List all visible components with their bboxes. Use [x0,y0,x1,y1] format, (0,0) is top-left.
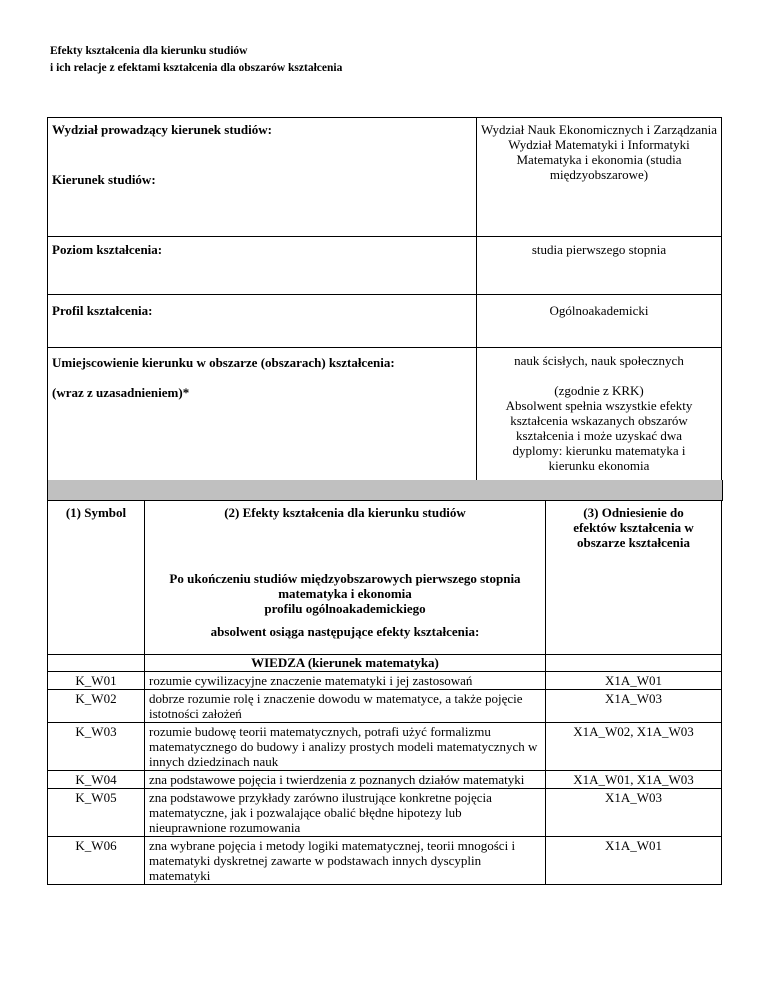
faculty-row [48,118,722,237]
section-row [48,655,722,672]
intro-line-2: matematyka i ekonomia [278,586,412,601]
area-labels-cell [48,348,477,483]
faculty-label: Wydział prowadzący kierunek studiów: [52,122,272,137]
faculty-value-1: Wydział Nauk Ekonomicznych i Zarządzania [481,122,717,137]
outcome-symbol: K_W06 [48,837,145,885]
outcome-description: rozumie budowę teorii matematycznych, potrafi użyć formalizmu matematycznego do budowy i analizy prostych modeli matematycznych w innych dziedzinach nauk [145,723,546,771]
table-row [48,789,722,837]
outcome-reference: X1A_W02, X1A_W03 [546,723,722,771]
area-values-cell [477,348,722,483]
section-symbol-cell [48,655,145,672]
level-value: studia pierwszego stopnia [477,237,722,295]
grey-separator-bar [47,480,723,501]
faculty-value-2: Wydział Matematyki i Informatyki [508,137,690,152]
outcome-symbol: K_W03 [48,723,145,771]
justification-value-2: Absolwent spełnia wszystkie efekty kształcenia wskazanych obszarów kształcenia i może uzyskać dwa dyplomy: kierunku matematyka i kierunku ekonomia [505,398,693,473]
effects-column-header: (2) Efekty kształcenia dla kierunku studiów [224,505,466,520]
area-row [48,348,722,483]
outcome-description: zna podstawowe przykłady zarówno ilustrujące konkretne pojęcia matematyczne, jak i pozwalające obalić błędne hipotezy lub nieuprawnione rozumowania [145,789,546,837]
faculty-labels-cell [48,118,477,237]
faculty-values-cell [477,118,722,237]
outcome-symbol: K_W02 [48,690,145,723]
outcome-reference: X1A_W01, X1A_W03 [546,771,722,789]
section-heading: WIEDZA (kierunek matematyka) [145,655,546,672]
learning-outcomes-table [47,500,722,885]
field-of-study-value: Matematyka i ekonomia (studia międzyobszarowe) [516,152,682,182]
intro-line-1: Po ukończeniu studiów międzyobszarowych pierwszego stopnia [169,571,521,586]
profile-label: Profil kształcenia: [48,295,477,348]
level-row [48,237,722,295]
area-label: Umiejscowienie kierunku w obszarze (obszarach) kształcenia: [52,355,395,370]
effects-column-header-cell [145,501,546,655]
outcome-description: rozumie cywilizacyjne znaczenie matematyki i jej zastosowań [145,672,546,690]
outcome-reference: X1A_W01 [546,672,722,690]
intro-line-3: profilu ogólnoakademickiego [264,601,426,616]
field-of-study-label: Kierunek studiów: [52,172,156,187]
section-ref-cell [546,655,722,672]
outcome-description: dobrze rozumie rolę i znaczenie dowodu w matematyce, a także pojęcie istotności założeń [145,690,546,723]
profile-value: Ogólnoakademicki [477,295,722,348]
table-row [48,837,722,885]
outcome-description: zna podstawowe pojęcia i twierdzenia z poznanych działów matematyki [145,771,546,789]
outcome-symbol: K_W01 [48,672,145,690]
document-title-line-2: i ich relacje z efektami kształcenia dla obszarów kształcenia [50,62,343,74]
intro-line-4: absolwent osiąga następujące efekty kształcenia: [210,624,480,639]
document-title-line-1: Efekty kształcenia dla kierunku studiów [50,45,248,57]
outcome-symbol: K_W05 [48,789,145,837]
justification-label: (wraz z uzasadnieniem)* [52,385,190,400]
justification-value-1: (zgodnie z KRK) [554,383,644,398]
reference-column-header: (3) Odniesienie do efektów kształcenia w obszarze kształcenia [546,501,722,655]
area-value: nauk ścisłych, nauk społecznych [514,353,684,368]
outcome-reference: X1A_W03 [546,789,722,837]
program-info-table [47,117,722,483]
level-label: Poziom kształcenia: [48,237,477,295]
profile-row [48,295,722,348]
symbol-column-header: (1) Symbol [48,501,145,655]
outcome-symbol: K_W04 [48,771,145,789]
outcome-reference: X1A_W01 [546,837,722,885]
table-row [48,690,722,723]
outcome-description: zna wybrane pojęcia i metody logiki matematycznej, teorii mnogości i matematyki dyskretnej zawarte w podstawach innych dyscyplin matematyki [145,837,546,885]
table-row [48,771,722,789]
table-row [48,672,722,690]
table-row [48,723,722,771]
outcome-reference: X1A_W03 [546,690,722,723]
outcomes-header-row [48,501,722,655]
